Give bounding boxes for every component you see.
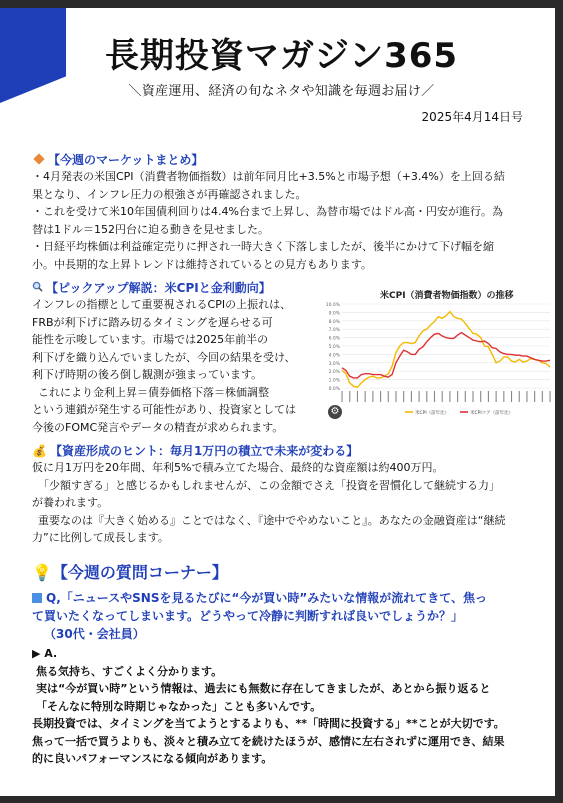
market-line: ・4月発表の米国CPI（消費者物価指数）は前年同月比+3.5%と市場予想（+3.4%）を上回る結 <box>32 170 505 183</box>
asset-line: 「少額すぎる」と感じるかもしれませんが、この金額でさえ「投資を習慣化して継続する力」 <box>38 478 500 492</box>
x-tick-label <box>519 391 520 402</box>
market-heading: 【今週のマーケットまとめ】 <box>32 152 552 168</box>
cpi-chart <box>320 288 555 420</box>
series-line-0 <box>342 312 550 388</box>
x-tick-label <box>388 391 389 402</box>
chart-title: 米CPI（消費者物価指数）の推移 <box>380 291 514 301</box>
page-title: 長期投資マガジン365 <box>104 36 459 76</box>
x-tick-label <box>511 391 512 402</box>
y-tick-label: 0.0% <box>328 387 340 392</box>
x-tick-label <box>403 391 404 402</box>
x-tick-label <box>434 391 435 402</box>
pickup-line: 利下げを織り込んでいましたが、今回の結果を受け、 <box>32 350 296 364</box>
pickup-line: 能性を示唆しています。市場では2025年前半の <box>32 333 269 346</box>
y-tick-label: 2.0% <box>328 370 340 376</box>
x-tick-label <box>488 391 489 402</box>
answer-label: ▶ A. <box>32 647 58 660</box>
market-line: 小。中長期的な上昇トレンドは維持されているとの見方もあります。 <box>32 257 372 271</box>
y-tick-label: 8.0% <box>328 319 340 325</box>
x-tick-label <box>457 391 458 402</box>
pickup-line: という連鎖が発生する可能性があり、投資家としては <box>32 403 296 416</box>
x-tick-label <box>526 391 527 402</box>
answer-line: 「そんなに特別な時期じゃなかった」ことも多いんです。 <box>36 699 322 713</box>
x-tick-label <box>442 391 443 402</box>
money-bag-icon: 💰 <box>32 444 47 458</box>
diamond-icon <box>33 153 44 164</box>
pickup-line: これにより金利上昇＝債券価格下落＝株価調整 <box>38 385 269 399</box>
qa-heading: 💡【今週の質問コーナー】 <box>32 563 228 582</box>
answer-line: 長期投資では、タイミングを当てようとするよりも、**「時間に投資する」**ことが大切です。 <box>32 717 505 730</box>
market-line: ・日経平均株価は利益確定売りに押され一時大きく下落しましたが、後半にかけて下げ幅を縮 <box>32 240 494 253</box>
square-icon <box>32 593 42 603</box>
x-tick-label <box>380 391 381 402</box>
x-tick-label <box>372 391 373 402</box>
pickup-line: 今後のFOMC発言やデータの精査が求められます。 <box>32 420 284 434</box>
y-tick-label: 6.0% <box>328 336 340 342</box>
question-line: て買いたくなってしまいます。どうやって冷静に判断すれば良いでしょうか？」 <box>32 609 464 623</box>
asset-line: 力”に比例して成長します。 <box>32 531 169 544</box>
pickup-line: 利下げ時期の後ろ倒し観測が強まっています。 <box>32 368 263 381</box>
y-tick-label: 3.0% <box>328 361 340 367</box>
asset-section <box>32 443 552 547</box>
x-tick-label <box>542 391 543 402</box>
pickup-line: FRBが利下げに踏み切るタイミングを遅らせる可 <box>32 315 273 329</box>
question-asker: （30代・会社員） <box>44 627 145 641</box>
bottom-border <box>0 796 563 803</box>
pickup-line: インフレの指標として重要視されるCPIの上振れは、 <box>32 298 292 311</box>
market-body <box>32 168 552 273</box>
settings-icon[interactable]: ⚙ <box>328 405 342 419</box>
answer-line: 実は“今が買い時”という情報は、過去にも無数に存在してきましたが、あとから振り返ると <box>36 682 491 695</box>
magnifier-icon <box>32 280 43 296</box>
x-tick-label <box>534 391 535 402</box>
y-tick-label: 4.0% <box>328 353 340 359</box>
answer-line: 的に良いパフォーマンスになる傾向があります。 <box>32 752 273 765</box>
x-tick-label <box>465 391 466 402</box>
y-tick-label: 9.0% <box>328 311 340 317</box>
asset-line: 仮に月1万円を20年間、年利5%で積み立てた場合、最終的な資産額は約400万円。 <box>32 461 444 474</box>
lightbulb-icon: 💡 <box>32 563 52 582</box>
x-tick-label <box>503 391 504 402</box>
x-tick-label <box>357 391 358 402</box>
top-border <box>0 0 563 8</box>
right-border <box>555 0 563 803</box>
asset-body <box>32 459 552 547</box>
x-tick-label <box>480 391 481 402</box>
issue-date: 2025年4月14日号 <box>421 110 523 124</box>
x-tick-label <box>419 391 420 402</box>
answer-line: 焦る気持ち、すごくよく分かります。 <box>36 664 223 678</box>
x-tick-label <box>411 391 412 402</box>
x-tick-label <box>426 391 427 402</box>
x-tick-label <box>349 391 350 402</box>
answer <box>32 645 552 768</box>
x-tick-label <box>496 391 497 402</box>
pickup-section <box>32 280 322 436</box>
qa-section <box>32 560 552 768</box>
question <box>32 589 552 625</box>
market-section <box>32 152 552 273</box>
x-tick-label <box>395 391 396 402</box>
x-tick-label <box>550 391 551 402</box>
asset-heading: 💰 【資産形成のヒント：毎月1万円の積立で未来が変わる】 <box>32 444 359 458</box>
asset-line: 重要なのは『大きく始める』ことではなく、『途中でやめないこと』。あなたの金融資産は“継続 <box>38 513 506 527</box>
market-line: 果となり、インフレ圧力の根強さが再確認されました。 <box>32 187 307 201</box>
answer-line: 焦って一括で買うよりも、淡々と積み立てを続けたほうが、感情に左右されずに運用でき、結果 <box>32 734 505 748</box>
y-tick-label: 7.0% <box>328 328 340 334</box>
x-tick-label <box>365 391 366 402</box>
asset-line: が養われます。 <box>32 496 109 509</box>
market-line: ・これを受けて米10年国債利回りは4.4%台まで上昇し、為替市場ではドル高・円安が進行。為 <box>32 205 503 218</box>
page-subtitle: ＼資産運用、経済の旬なネタや知識を毎週お届け／ <box>128 84 435 99</box>
pickup-body <box>32 296 322 436</box>
x-tick-label <box>472 391 473 402</box>
market-line: 替は1ドル＝152円台に迫る動きを見せました。 <box>32 222 269 236</box>
legend-label: 米CPIコア（前年比） <box>470 410 514 416</box>
x-tick-label <box>342 391 343 402</box>
legend-label: 米CPI（前年比） <box>415 410 450 416</box>
cpi-chart-svg <box>320 288 555 420</box>
y-tick-label: 1.0% <box>328 378 340 384</box>
x-tick-label <box>449 391 450 402</box>
pickup-heading: 【ピックアップ解説：米CPIと金利動向】 <box>32 280 322 296</box>
question-line: Q,「ニュースやSNSを見るたびに“今が買い時”みたいな情報が流れてきて、焦っ <box>46 591 488 605</box>
y-tick-label: 5.0% <box>328 345 340 350</box>
y-tick-label: 10.0% <box>325 303 340 308</box>
